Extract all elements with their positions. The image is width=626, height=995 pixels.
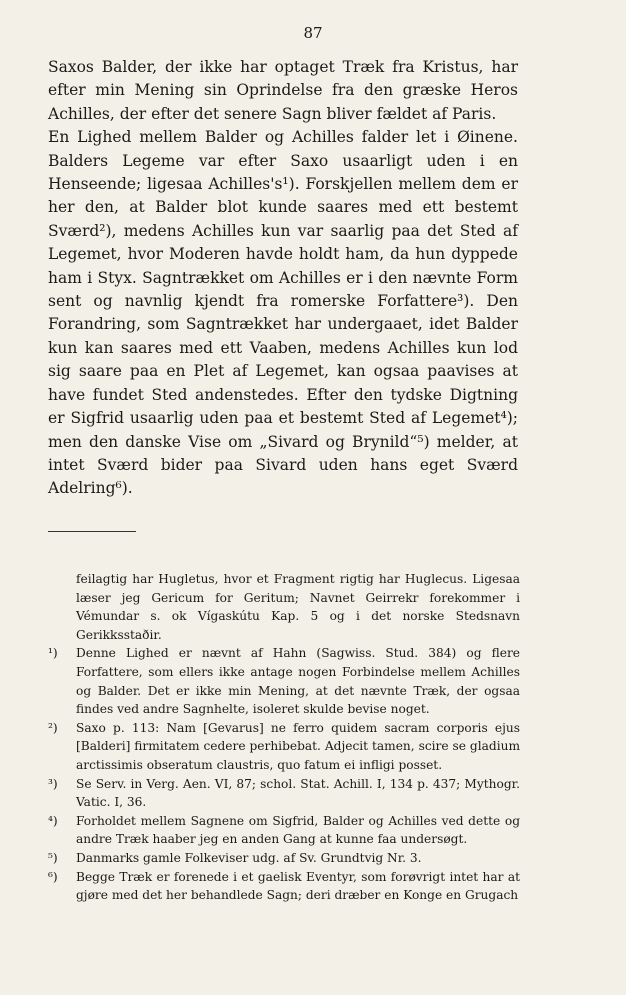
footnote-divider [48,531,136,532]
footnote-text: Danmarks gamle Folkeviser udg. af Sv. Grundtvig Nr. 3. [76,850,422,865]
footnote-text: Forholdet mellem Sagnene om Sigfrid, Balder og Achilles ved dette og andre Træk haaber jeg en anden Gang at kunne faa undersøgt. [76,813,520,847]
page-number: 87 [303,24,323,42]
footnote-1 [48,644,520,718]
footnote-text: Se Serv. in Verg. Aen. VI, 87; schol. Stat. Achill. I, 134 p. 437; Mythogr. Vatic. I, 36. [76,776,520,810]
footnote-4 [48,812,520,849]
footnote-marker: ³) [48,776,58,791]
footnote-text: feilagtig har Hugletus, hvor et Fragment rigtig har Huglecus. Ligesaa læser jeg Gericum for Geritum; Navnet Geirrekr forekommer i Vémundar s. ok Vígaskútu Kap. 5 og i det norske Stedsnavn Gerikksstaðir. [76,572,520,642]
body-text [48,56,518,501]
footnote-marker: ⁵) [48,850,58,865]
footnote-marker: ¹) [48,646,58,661]
paragraph: En Lighed mellem Balder og Achilles falder let i Øinene. Balders Legeme var efter Saxo usaarligt uden i en Henseende; ligesaa Achilles's¹). Forskjellen mellem dem er her den, at Balder blot kunde saares med ett bestemt Sværd²), medens Achilles kun var saarlig paa det Sted af Legemet, hvor Moderen havde holdt ham, da hun dyppede ham i Styx. Sagntrækket om Achilles er i den nævnte Form sent og navnlig kjendt fra romerske Forfattere³). Den Forandring, som Sagntrækket har undergaaet, idet Balder kun kan saares med ett Vaaben, medens Achilles kun lod sig saare paa en Plet af Legemet, kan ogsaa paavises at have fundet Sted andenstedes. Efter den tydske Digtning er Sigfrid usaarlig uden paa et bestemt Sted af Legemet⁴); men den danske Vise om „Sivard og Brynild“⁵) melder, at intet Sværd bider paa Sivard uden hans eget Sværd Adelring⁶). [48,128,518,498]
footnote-text: Saxo p. 113: Nam [Gevarus] ne ferro quidem sacram corporis ejus [Balderi] firmitatem cedere perhibebat. Adjecit tamen, scire se gladium arctissimis obseratum claustris, quo fatum ei infligi posset. [76,720,520,772]
footnote-marker: ⁶) [48,869,58,884]
footnote-text: Begge Træk er forenede i et gaelisk Eventyr, som forøvrigt intet har at gjøre med det her behandlede Sagn; deri dræber en Konge en Grugach [76,869,520,903]
footnote-text: Denne Lighed er nævnt af Hahn (Sagwiss. Stud. 384) og flere Forfattere, som ellers ikke antage nogen Forbindelse mellem Achilles og Balder. Det er ikke min Mening, at det nævnte Træk, der ogsaa findes ved andre Sagnhelte, isoleret skulde bevise noget. [76,646,520,717]
footnote-6 [48,868,520,905]
footnote-3 [48,775,520,812]
footnotes [48,570,520,905]
footnote-marker: ²) [48,720,58,735]
footnote-5 [48,849,520,868]
footnote-2 [48,719,520,775]
footnote-continuation [48,570,520,644]
paragraph: Saxos Balder, der ikke har optaget Træk fra Kristus, har efter min Mening sin Oprindelse fra den græske Heros Achilles, der efter det senere Sagn bliver fældet af Paris. [48,58,518,123]
footnote-marker: ⁴) [48,813,58,828]
